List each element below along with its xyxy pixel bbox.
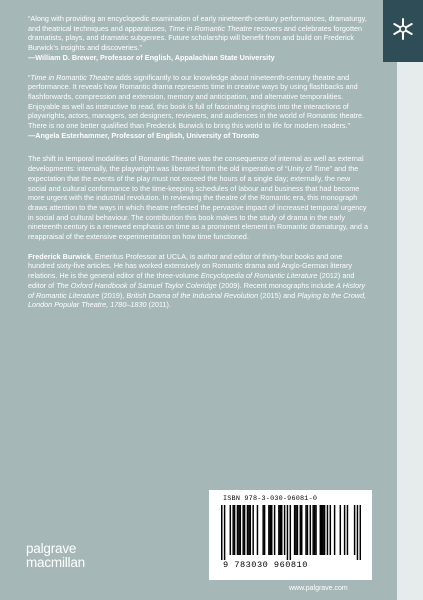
- bio-title: Playing to the Crowd, London Popular Theatre, 1780–1830: [28, 290, 367, 310]
- quote-1: [28, 14, 368, 53]
- barcode-bar: [268, 505, 269, 555]
- barcode-bar: [237, 505, 238, 555]
- barcode-bar: [257, 505, 258, 555]
- barcode-bar: [248, 505, 249, 555]
- isbn-text: ISBN 978-3-030-96081-0: [223, 495, 318, 503]
- barcode-bar: [301, 505, 302, 555]
- barcode-bar: [244, 505, 245, 555]
- barcode-bar: [312, 505, 313, 555]
- barcode-bar: [330, 505, 331, 555]
- barcode-bar: [250, 505, 251, 555]
- barcode-bar: [334, 505, 335, 555]
- asterisk-spark-icon: [390, 16, 416, 47]
- barcode-bar: [287, 505, 288, 560]
- publisher-logo-line-2: macmillan: [26, 555, 85, 570]
- barcode-bar: [271, 505, 272, 555]
- author-bio: [28, 252, 368, 310]
- barcode-bar: [347, 505, 348, 555]
- barcode-bar: [300, 505, 301, 555]
- bio-title: A History of Romantic Literature: [28, 280, 366, 300]
- book-description: The shift in temporal modalities of Romantic Theatre was the consequence of internal as well as external developments: internally, the playwright was liberated from the old imperative of “Unity of Time” and the expectation that the events of the play must not exceed the hours of a single day; externally, the new social and cultural conformance to the time-keeping schedules of labour and business that had become more urgent with the industrial revolution. In reviewing the theatre of the Romantic era, this monograph draws attention to the ways in which theatre reflected the pervasive impact of increased temporal urgency in social and cultural behaviour. The contribution this book makes to the study of drama in the early nineteenth century is a renewed emphasis on time as a prominent element in Romantic dramaturgy, and a reappraisal of the extensive experimentation on how time functioned.: [28, 154, 368, 242]
- barcode-bar: [270, 505, 271, 555]
- barcode-bar: [234, 505, 235, 555]
- publisher-logo-line-1: palgrave: [26, 541, 77, 556]
- quote-2-part-2: adds significantly to our knowledge about nineteenth-century theatre and performance. It reveals how Romantic drama represents time in creative ways by using flashbacks and flashforwards, compression and extension, memory and anticipation, and alternative temporalities. Enjoyable as well as instructive to read, this book is full of fascinating insights into the interactions of playwrights, actors, managers, set designers, reviewers, and audiences in the world of Romantic theatre. There is no one better qualified than Frederick Burwick to bring this world to life for modern readers.”: [28, 72, 365, 131]
- barcode-bar: [340, 505, 341, 555]
- barcode-bar: [242, 505, 243, 555]
- barcode-bar: [320, 505, 321, 555]
- barcode-bar: [284, 505, 285, 555]
- quote-2: [28, 73, 368, 131]
- bio-part: (2012) and editor of: [28, 271, 355, 290]
- barcode-bar: [278, 505, 279, 555]
- author-name: Frederick Burwick: [28, 251, 91, 261]
- barcode-bar: [262, 505, 263, 555]
- publisher-logo: [26, 542, 85, 570]
- barcode-bar: [221, 505, 222, 560]
- barcode-bar: [315, 505, 316, 555]
- bio-part: (2019),: [99, 290, 127, 300]
- barcode-bar: [344, 505, 345, 555]
- publisher-website: www.palgrave.com: [289, 585, 348, 592]
- quote-2-title: Time in Romantic Theatre: [30, 72, 114, 82]
- quote-2-part-1: “: [28, 72, 31, 82]
- barcode-bar: [310, 505, 311, 555]
- bio-title: British Drama of the Industrial Revolution: [126, 290, 259, 300]
- barcode-bar: [297, 505, 298, 555]
- barcode-bar: [357, 505, 358, 560]
- barcode-bar: [324, 505, 325, 555]
- bio-title: The Oxford Handbook of Samuel Taylor Coleridge: [56, 280, 217, 290]
- barcode-bar: [290, 505, 291, 560]
- barcode-bar: [307, 505, 308, 555]
- barcode-bar: [281, 505, 282, 555]
- barcode-bars: [221, 505, 361, 560]
- quote-2-attribution: —Angela Esterhammer, Professor of English, University of Toronto: [28, 130, 260, 140]
- barcode-bar: [294, 505, 295, 555]
- barcode-bar: [240, 505, 241, 555]
- quote-1-attribution: —William D. Brewer, Professor of English, Appalachian State University: [28, 52, 275, 62]
- bio-part: (2011).: [146, 300, 171, 310]
- bio-title: Encyclopedia of Romantic Literature: [200, 271, 318, 281]
- barcode-bar: [314, 505, 315, 555]
- side-strip: [397, 0, 423, 600]
- barcode-bar: [238, 505, 239, 555]
- barcode-bar: [252, 505, 253, 555]
- barcode-bar: [305, 505, 306, 555]
- bio-part: (2015) and: [258, 290, 298, 300]
- barcode-bar: [264, 505, 265, 555]
- barcode-bar: [247, 505, 248, 555]
- barcode-bar: [295, 505, 296, 555]
- quote-1-part-2: recovers and celebrates forgotten dramatists, plays, and dramatic subgenres. Future scholarship will benefit from and build on Frederick Burwick’s insights and discoveries.”: [28, 23, 363, 53]
- bio-part: (2009). Recent monographs include: [216, 280, 337, 290]
- barcode-bar: [224, 505, 225, 560]
- blurb-text: [28, 14, 368, 310]
- barcode-bar: [280, 505, 281, 555]
- barcode-bar: [232, 505, 233, 555]
- barcode-bar: [321, 505, 322, 555]
- barcode-bar: [360, 505, 361, 560]
- barcode-bar: [230, 505, 231, 555]
- barcode-label: [209, 490, 372, 580]
- quote-1-title: Time in Romantic Theatre: [168, 23, 253, 33]
- barcode-bar: [327, 505, 328, 555]
- barcode-digits: 9 783030 960810: [223, 560, 308, 570]
- barcode-bar: [354, 505, 355, 555]
- corner-logo-box: [383, 0, 423, 62]
- bio-part: , Emeritus Professor at UCLA, is author and editor of thirty-four books and one hundred sixty-five articles. He has worked extensively on Romantic drama and Anglo-German literary relations. He is the general editor of the three-volume: [28, 251, 352, 281]
- barcode-bar: [322, 505, 323, 555]
- barcode-bar: [274, 505, 275, 555]
- quote-1-part-1: “Along with providing an encyclopedic examination of early nineteenth-century performances, dramaturgy, and theatrical techniques and apparatuses,: [28, 14, 367, 33]
